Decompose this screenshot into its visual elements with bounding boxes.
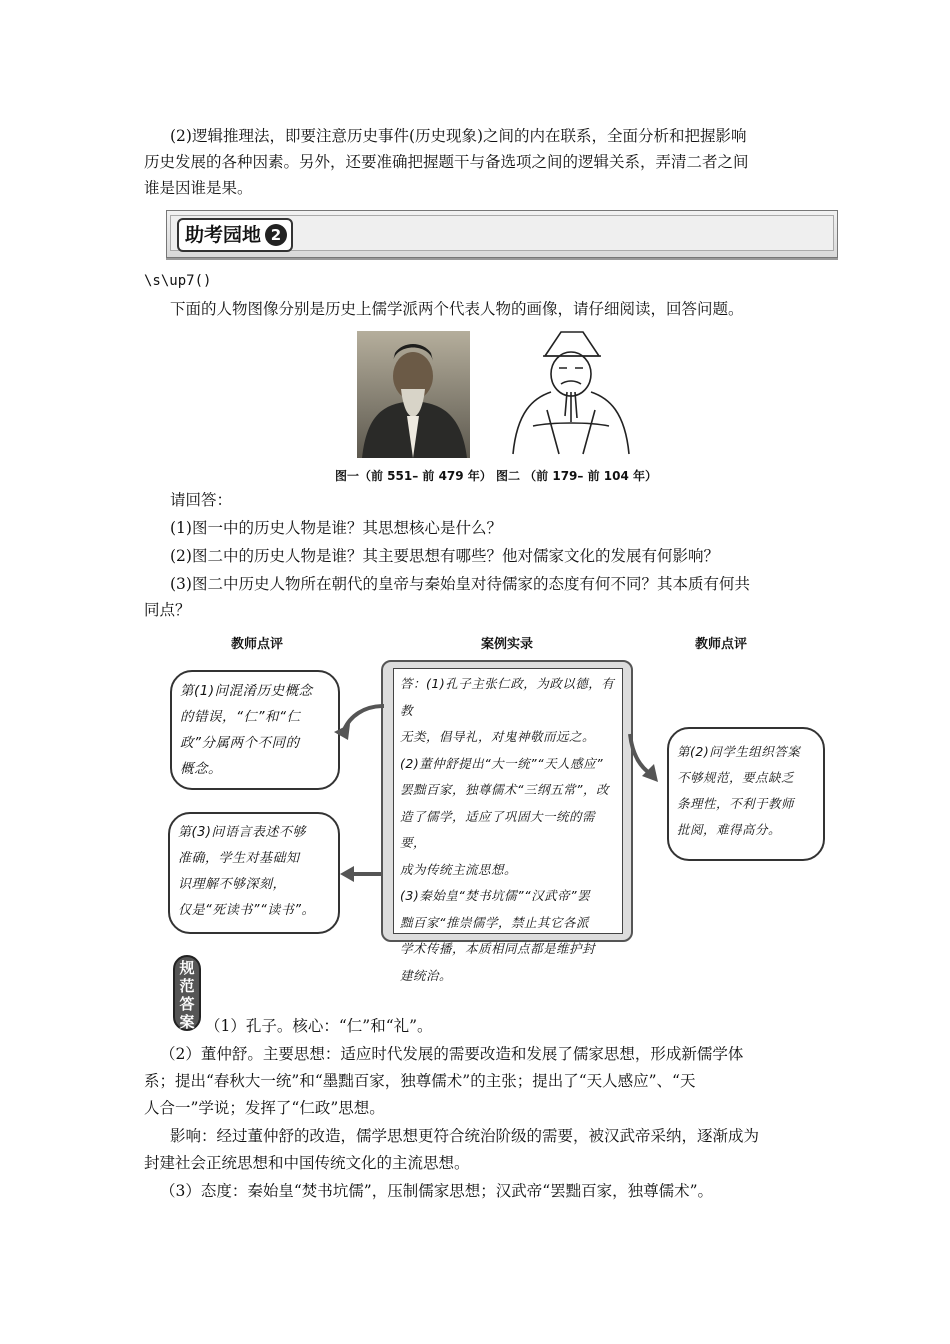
comment-line: 识理解不够深刻， bbox=[178, 877, 287, 892]
student-answer-text bbox=[400, 671, 616, 989]
answer-line: 答：(1)孔子主张仁政，为政以德，有教 bbox=[400, 676, 615, 718]
question-1: (1)图一中的历史人物是谁？其思想核心是什么？ bbox=[170, 519, 502, 537]
column-header-left: 教师点评 bbox=[231, 637, 284, 652]
banner-title: 助考园地 bbox=[185, 224, 262, 246]
impact-line-2: 封建社会正统思想和中国传统文化的主流思想。 bbox=[144, 1154, 470, 1172]
intro-line-1: (2)逻辑推理法，即要注意历史事件(历史现象)之间的内在联系，全面分析和把握影响 bbox=[170, 127, 747, 145]
answer-2-line-3: 人合一”学说；发挥了“仁政”思想。 bbox=[144, 1099, 385, 1117]
answer-line: (2)董仲舒提出“大一统”“天人感应” bbox=[400, 755, 604, 771]
comment-line: 批阅，难得高分。 bbox=[677, 822, 782, 837]
student-answer-paper bbox=[393, 668, 623, 983]
comment-line: 条理性，不利于教师 bbox=[677, 796, 795, 811]
confucius-portrait bbox=[357, 331, 470, 458]
comment-bottom-left-text bbox=[178, 820, 315, 924]
portrait-caption: 图一（前 551– 前 479 年） 图二 （前 179– 前 104 年） bbox=[335, 469, 657, 483]
answer-line: 学术传播，本质相同点都是维护封 bbox=[400, 941, 596, 956]
answer-2-line-2: 系；提出“春秋大一统”和“墨黜百家，独尊儒术”的主张；提出了“天人感应”、“天 bbox=[144, 1072, 696, 1090]
arrow-to-right-icon bbox=[626, 730, 666, 786]
comment-bubble-top-left bbox=[170, 670, 340, 790]
question-2: (2)图二中的历史人物是谁？其主要思想有哪些？他对儒家文化的发展有何影响？ bbox=[170, 547, 719, 565]
comment-bubble-right bbox=[667, 727, 825, 861]
question-stem: 下面的人物图像分别是历史上儒学派两个代表人物的画像，请仔细阅读，回答问题。 bbox=[170, 300, 744, 318]
comment-line: 仅是“死读书”“读书”。 bbox=[178, 903, 315, 918]
answer-line: 成为传统主流思想。 bbox=[400, 861, 518, 877]
comment-right-text bbox=[677, 739, 800, 843]
comment-line: 准确，学生对基础知 bbox=[178, 851, 300, 866]
code-text: \s\up7() bbox=[144, 273, 212, 289]
answer-line: 造了儒学，适应了巩固大一统的需要， bbox=[400, 808, 596, 850]
comment-line: 概念。 bbox=[180, 761, 222, 777]
column-header-right: 教师点评 bbox=[695, 637, 748, 652]
banner-number: 2 bbox=[265, 224, 287, 246]
answer-2-line-1: （2）董仲舒。主要思想：适应时代发展的需要改造和发展了儒家思想，形成新儒学体 bbox=[160, 1045, 744, 1063]
column-header-middle: 案例实录 bbox=[481, 637, 534, 652]
intro-line-2: 历史发展的各种因素。另外，还要准确把握题干与备选项之间的逻辑关系，弄清二者之间 bbox=[144, 153, 749, 171]
section-banner bbox=[166, 210, 838, 258]
question-3-line-1: (3)图二中历史人物所在朝代的皇帝与秦始皇对待儒家的态度有何不同？其本质有何共 bbox=[170, 575, 750, 593]
comment-line: 第(2)问学生组织答案 bbox=[677, 744, 801, 759]
comment-line: 第(3)问语言表述不够 bbox=[178, 825, 306, 840]
comment-line: 不够规范，要点缺乏 bbox=[677, 770, 795, 785]
question-3-line-2: 同点？ bbox=[144, 601, 191, 619]
answer-1: （1）孔子。核心：“仁”和“礼”。 bbox=[205, 1017, 433, 1035]
comment-line: 政”分属两个不同的 bbox=[180, 735, 300, 751]
answer-line: (3)秦始皇“焚书坑儒”“汉武帝”罢 bbox=[400, 888, 591, 903]
answer-prompt: 请回答： bbox=[170, 491, 233, 509]
impact-line-1: 影响：经过董仲舒的改造，儒学思想更符合统治阶级的需要，被汉武帝采纳，逐渐成为 bbox=[170, 1127, 760, 1145]
dong-zhongshu-portrait bbox=[503, 326, 638, 457]
comment-line: 的错误，“仁”和“仁 bbox=[180, 709, 301, 725]
answer-line: 黜百家“推崇儒学，禁止其它各派 bbox=[400, 914, 589, 930]
answer-3: （3）态度：秦始皇“焚书坑儒”，压制儒家思想；汉武帝“罢黜百家，独尊儒术”。 bbox=[160, 1182, 714, 1200]
arrow-to-top-left-icon bbox=[330, 700, 390, 750]
comment-line: 第(1)问混淆历史概念 bbox=[180, 683, 313, 699]
standard-answer-badge bbox=[173, 955, 201, 1031]
badge-text: 规范答案 bbox=[179, 959, 195, 1031]
comment-bubble-bottom-left bbox=[168, 812, 340, 934]
banner-label bbox=[177, 218, 293, 252]
student-answer-box bbox=[381, 660, 633, 983]
arrow-to-bottom-left-icon bbox=[336, 862, 384, 886]
comment-top-left-text bbox=[180, 678, 313, 782]
answer-line: 罢黜百家，独尊儒术“三纲五常”，改 bbox=[400, 782, 609, 797]
intro-line-3: 谁是因谁是果。 bbox=[144, 179, 253, 197]
answer-line: 建统治。 bbox=[400, 967, 453, 983]
answer-line: 无类，倡导礼，对鬼神敬而远之。 bbox=[400, 729, 596, 744]
